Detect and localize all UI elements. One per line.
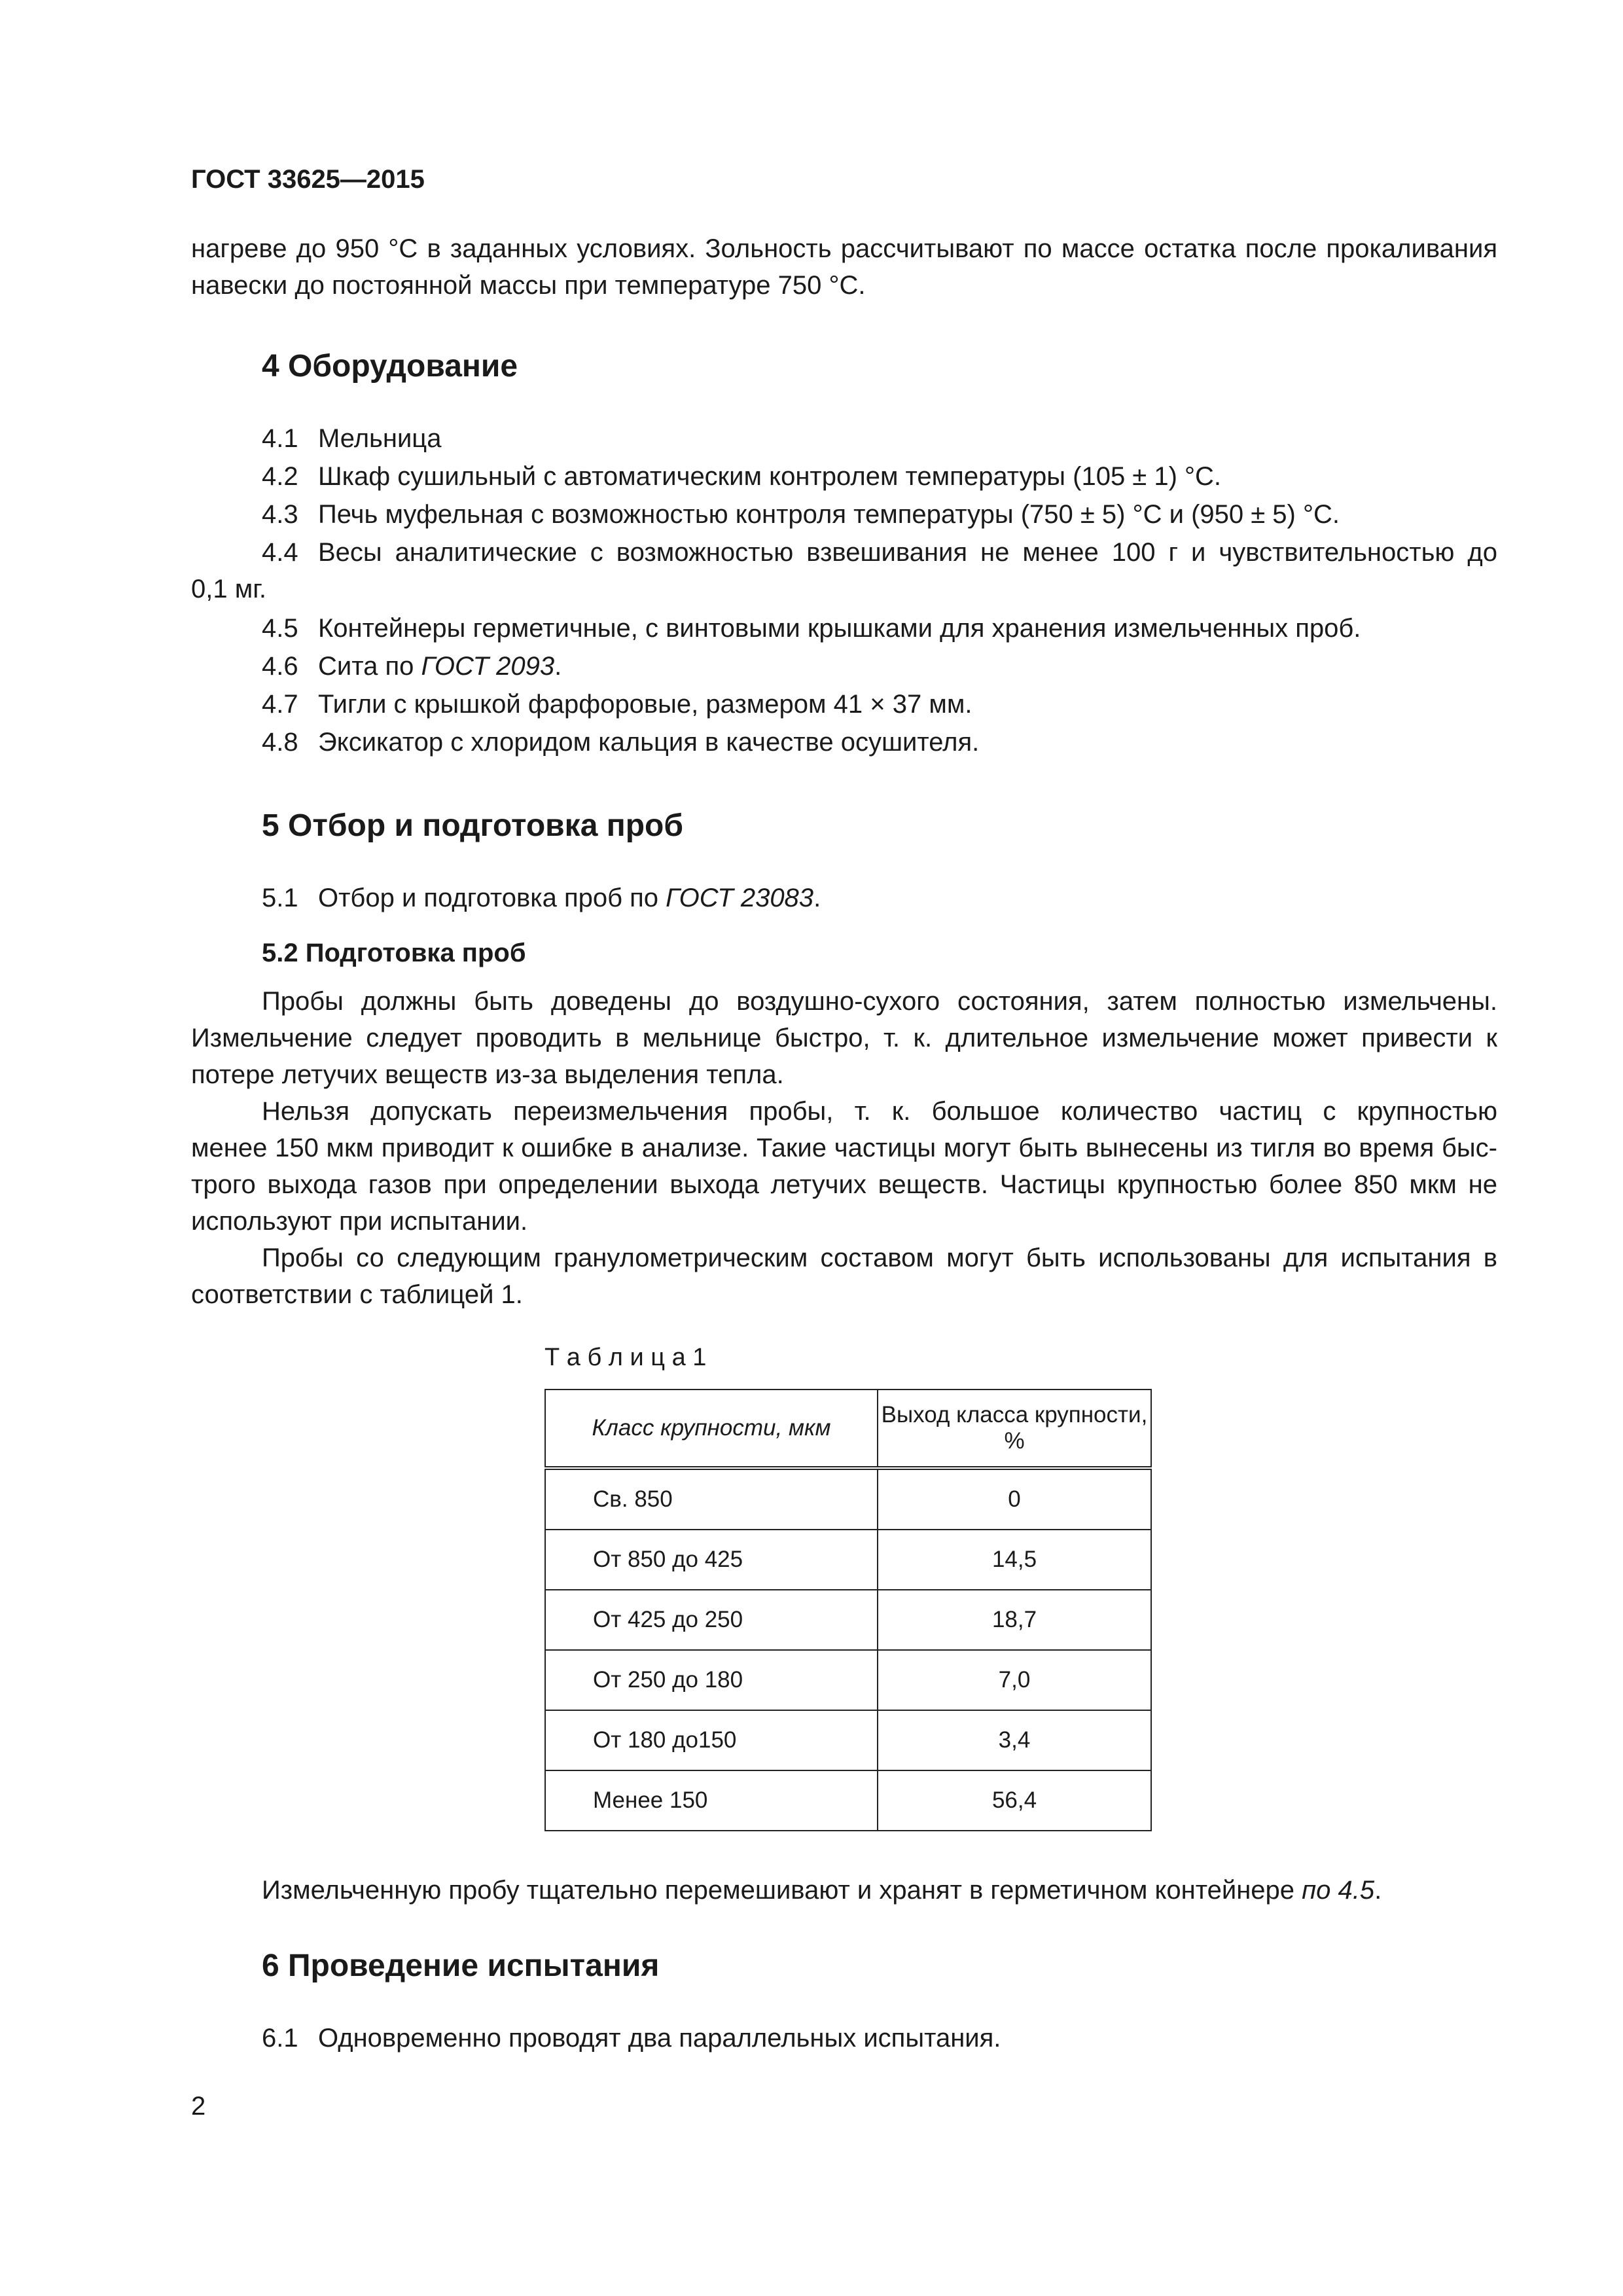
intro-line-2: навески до постоянной массы при температуре 750 °С. [191,271,866,300]
table-cell-class: Св. 850 [545,1468,878,1530]
para2-line-1: Нельзя допускать переизмельчения пробы, т. к. большое количество частиц с крупностью [262,1097,1497,1126]
item-number: 5.1 [262,884,298,912]
item-text: Контейнеры герметичные, с винтовыми крышками для хранения измельченных проб. [318,614,1361,643]
item-number: 4.3 [262,500,298,529]
after-table-paragraph [262,1872,1382,1909]
page-number: 2 [191,2092,206,2121]
after-table-text: Измельченную пробу тщательно перемешивают и хранят в герметичном контейнере [262,1876,1295,1905]
after-table-tail: . [1374,1876,1382,1905]
table-row [545,1590,1151,1650]
item-4-7 [262,686,972,723]
para1-line-3: потере летучих веществ из-за выделения тепла. [191,1060,784,1089]
item-text: Шкаф сушильный с автоматическим контролем температуры (105 ± 1) °С. [318,462,1222,491]
item-text: Одновременно проводят два параллельных испытания. [318,2024,1001,2053]
standard-reference: ГОСТ 23083 [666,884,814,912]
table-cell-yield: 14,5 [878,1530,1151,1590]
para2-line-4: используют при испытании. [191,1207,528,1236]
table-row [545,1530,1151,1590]
table-row [545,1770,1151,1831]
para3-line-1: Пробы со следующим гранулометрическим составом могут быть использованы для испытания в [262,1244,1497,1272]
clause-reference: по 4.5 [1302,1876,1375,1905]
table-row [545,1710,1151,1770]
item-number: 4.1 [262,424,298,453]
table-cell-yield: 56,4 [878,1770,1151,1831]
intro-line-1: нагреве до 950 °С в заданных условиях. Зольность рассчитывают по массе остатка после прокаливания [191,234,1497,263]
item-text: Сита по [318,652,414,681]
item-number: 4.6 [262,652,298,681]
item-4-3 [262,496,1340,533]
item-5-1 [262,880,821,916]
para1-line-1: Пробы должны быть доведены до воздушно-сухого состояния, затем полностью измельчены. [262,987,1497,1016]
section-5-title: 5 Отбор и подготовка проб [262,808,684,843]
standard-reference: ГОСТ 2093 [421,652,555,681]
document-code: ГОСТ 33625—2015 [191,165,425,194]
item-4-4-continuation: 0,1 мг. [191,575,267,603]
item-number: 4.7 [262,690,298,719]
item-tail: . [554,652,562,681]
table-cell-class: От 180 до150 [545,1710,878,1770]
item-text: Эксикатор с хлоридом кальция в качестве осушителя. [318,728,980,757]
para2-line-3: трого выхода газов при определении выхода летучих веществ. Частицы крупностью более 850 мкм не [191,1170,1497,1199]
item-text: Весы аналитические с возможностью взвешивания не менее 100 г и чувствительностью до [318,538,1497,567]
para3-line-2: соответствии с таблицей 1. [191,1280,523,1309]
table-cell-class: От 850 до 425 [545,1530,878,1590]
item-4-4 [262,534,1497,571]
item-4-2 [262,458,1221,495]
item-text: Печь муфельная с возможностью контроля температуры (750 ± 5) °С и (950 ± 5) °С. [318,500,1340,529]
table-cell-class: От 250 до 180 [545,1650,878,1710]
item-text: Тигли с крышкой фарфоровые, размером 41 × 37 мм. [318,690,972,719]
item-text: Отбор и подготовка проб по [318,884,659,912]
item-number: 4.4 [262,538,298,567]
column-header-yield: Выход класса крупности, % [878,1390,1151,1468]
table-cell-yield: 0 [878,1468,1151,1530]
granulometric-table [544,1389,1152,1831]
item-number: 4.8 [262,728,298,757]
item-4-5 [262,610,1361,647]
table-cell-class: Менее 150 [545,1770,878,1831]
table-row [545,1650,1151,1710]
item-4-8 [262,724,979,761]
item-number: 6.1 [262,2024,298,2053]
table-row [545,1468,1151,1530]
item-4-1 [262,420,441,457]
item-text: Мельница [318,424,442,453]
table-header-row [545,1390,1151,1468]
subsection-5-2-title: 5.2 Подготовка проб [262,939,526,967]
table-cell-yield: 7,0 [878,1650,1151,1710]
para2-line-2: менее 150 мкм приводит к ошибке в анализе. Такие частицы могут быть вынесены из тигля во время быс- [191,1134,1497,1162]
table-cell-yield: 18,7 [878,1590,1151,1650]
section-4-title: 4 Оборудование [262,349,518,384]
section-6-title: 6 Проведение испытания [262,1948,660,1983]
item-tail: . [813,884,821,912]
item-4-6 [262,648,562,685]
table-cell-class: От 425 до 250 [545,1590,878,1650]
item-number: 4.5 [262,614,298,643]
column-header-class: Класс крупности, мкм [545,1390,878,1468]
table-caption: Т а б л и ц а 1 [544,1344,707,1371]
para1-line-2: Измельчение следует проводить в мельнице быстро, т. к. длительное измельчение может привести к [191,1024,1497,1052]
table-cell-yield: 3,4 [878,1710,1151,1770]
item-6-1 [262,2020,1001,2056]
item-number: 4.2 [262,462,298,491]
